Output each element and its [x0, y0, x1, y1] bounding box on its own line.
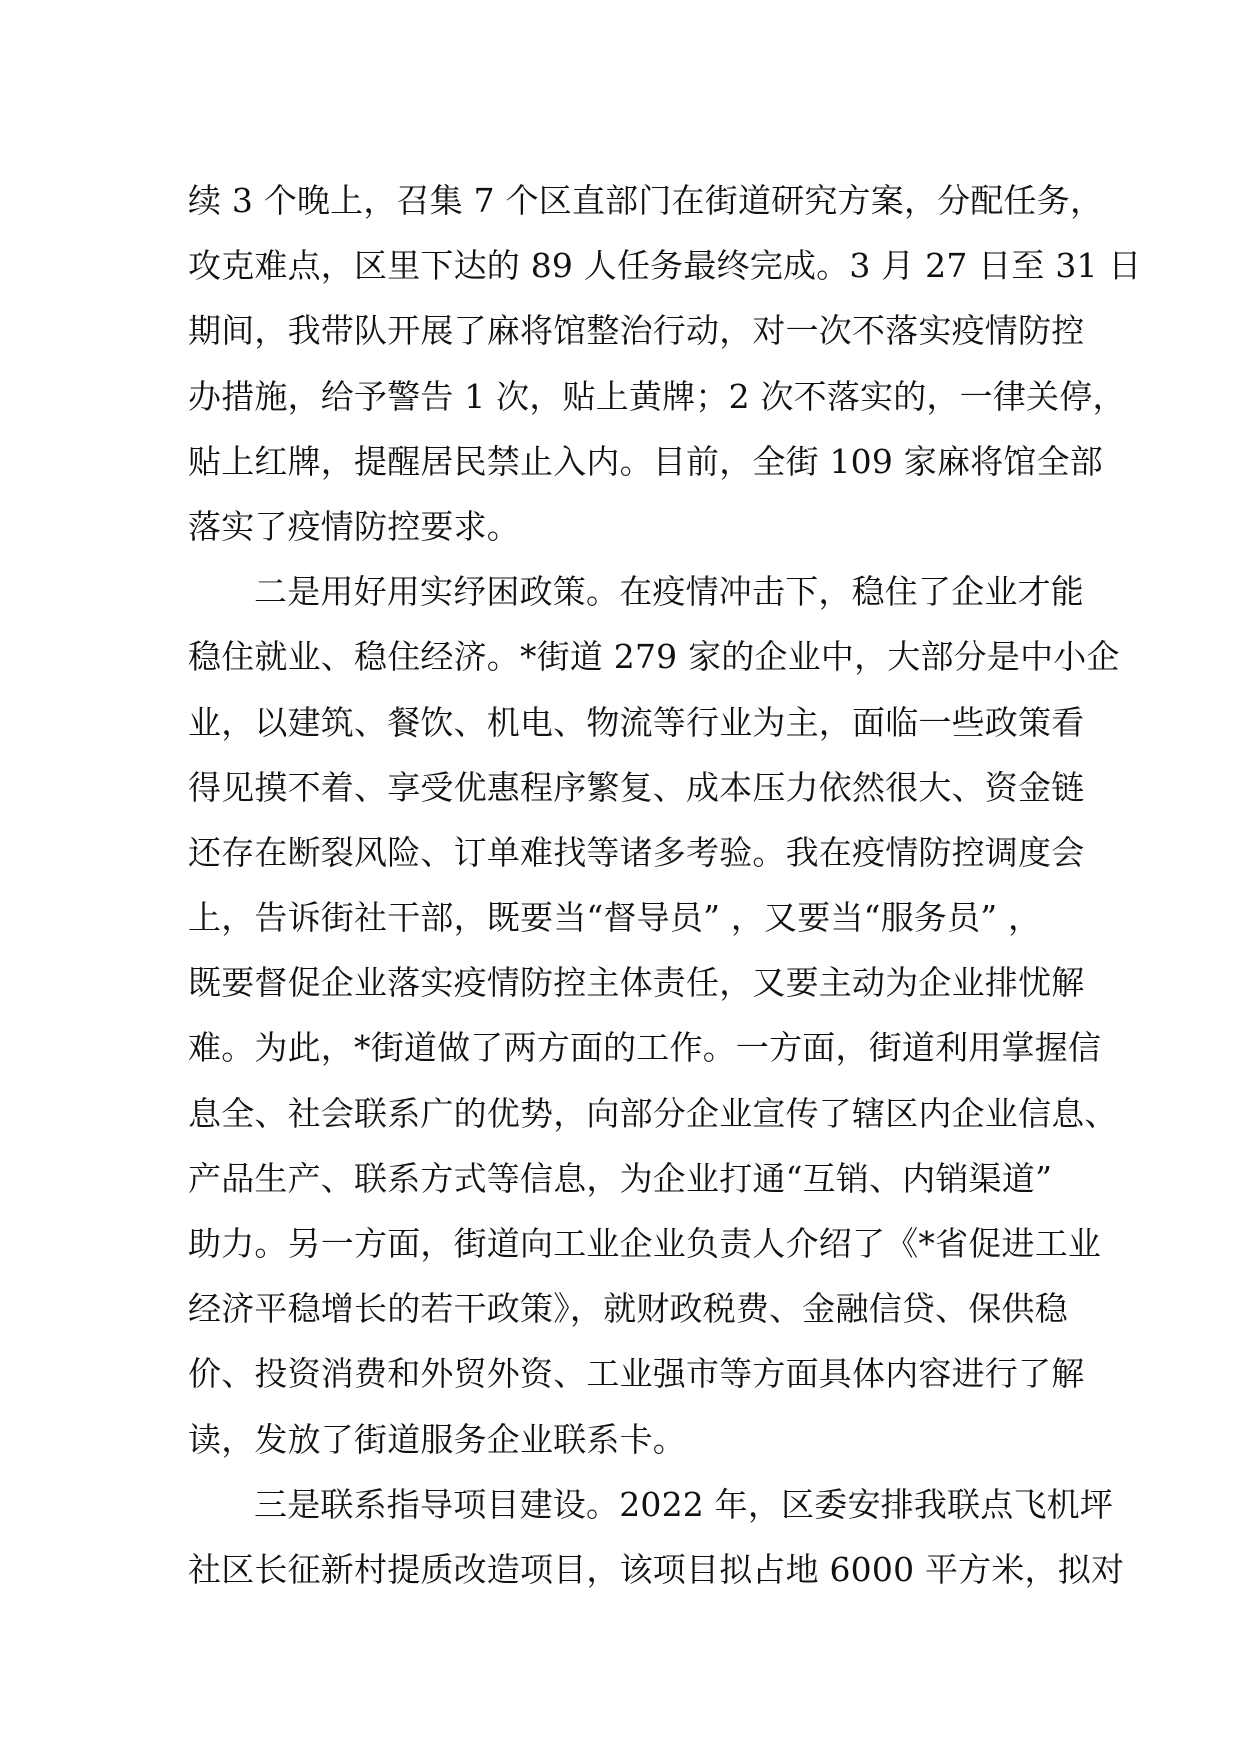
text-line: 助力。另一方面，街道向工业企业负责人介绍了《*省促进工业 — [188, 1224, 1102, 1263]
text-line: 贴上红牌，提醒居民禁止入内。目前，全街 109 家麻将馆全部 — [188, 441, 1103, 481]
text-line: 上，告诉街社干部，既要当“督导员” ，又要当“服务员” ， — [188, 898, 1042, 938]
text-line: 续 3 个晚上，召集 7 个区直部门在街道研究方案，分配任务， — [188, 181, 1104, 220]
text-line: 价、投资消费和外贸外资、工业强市等方面具体内容进行了解 — [188, 1354, 1085, 1394]
text-line: 经济平稳增长的若干政策》，就财政税费、金融信贷、保供稳 — [188, 1289, 1068, 1329]
text-line: 办措施，给予警告 1 次，贴上黄牌；2 次不落实的，一律关停， — [188, 376, 1126, 416]
text-line: 落实了疫情防控要求。 — [188, 506, 520, 546]
text-line: 业，以建筑、餐饮、机电、物流等行业为主，面临一些政策看 — [188, 702, 1085, 742]
text-line: 难。为此，*街道做了两方面的工作。一方面，街道利用掌握信 — [188, 1028, 1102, 1068]
text-line: 期间，我带队开展了麻将馆整治行动，对一次不落实疫情防控 — [188, 311, 1085, 351]
paragraph-start-line: 三是联系指导项目建设。2022 年，区委安排我联点飞机坪 — [254, 1484, 1114, 1524]
text-line: 既要督促企业落实疫情防控主体责任，又要主动为企业排忧解 — [188, 963, 1085, 1003]
text-line: 还存在断裂风险、订单难找等诸多考验。我在疫情防控调度会 — [188, 832, 1085, 872]
text-line: 稳住就业、稳住经济。*街道 279 家的企业中，大部分是中小企 — [188, 637, 1120, 677]
text-line: 读，发放了街道服务企业联系卡。 — [188, 1419, 686, 1459]
paragraph-start-line: 二是用好用实纾困政策。在疫情冲击下，稳住了企业才能 — [254, 572, 1084, 612]
text-line: 社区长征新村提质改造项目，该项目拟占地 6000 平方米，拟对 — [188, 1549, 1125, 1589]
document-body — [188, 168, 1142, 1602]
text-line: 产品生产、联系方式等信息，为企业打通“互销、内销渠道” — [188, 1158, 1053, 1198]
text-line: 得见摸不着、享受优惠程序繁复、成本压力依然很大、资金链 — [188, 767, 1085, 807]
text-line: 攻克难点，区里下达的 89 人任务最终完成。3 月 27 日至 31 日 — [188, 246, 1142, 286]
text-line: 息全、社会联系广的优势，向部分企业宣传了辖区内企业信息、 — [188, 1093, 1118, 1133]
